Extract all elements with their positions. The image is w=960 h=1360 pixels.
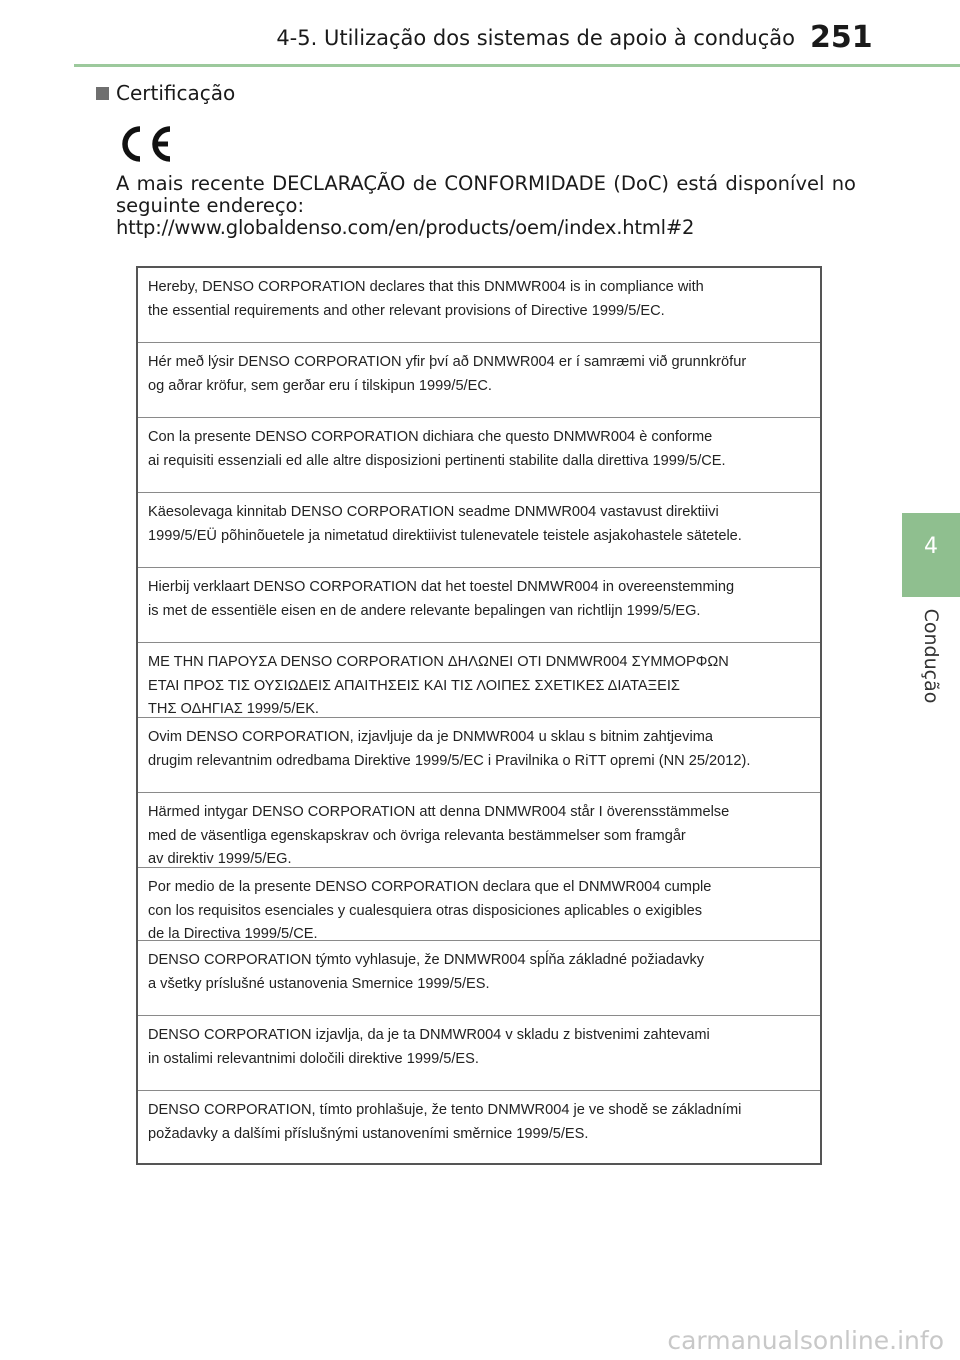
- declaration-line: a všetky príslušné ustanovenia Smernice 1999/5/ES.: [148, 975, 490, 992]
- chapter-number: 4: [924, 534, 938, 559]
- declaration-row: [138, 643, 820, 718]
- declaration-line: og aðrar kröfur, sem gerðar eru í tilskipun 1999/5/EC.: [148, 377, 492, 394]
- section-heading-text: Certificação: [116, 81, 236, 105]
- intro-line: A mais recente DECLARAÇÃO de CONFORMIDADE (DoC) está disponível no: [116, 172, 856, 195]
- declaration-line: DENSO CORPORATION, tímto prohlašuje, že tento DNMWR004 je ve shodě se základními: [148, 1102, 742, 1118]
- header-divider: [74, 64, 960, 67]
- declaration-line: Con la presente DENSO CORPORATION dichiara che questo DNMWR004 è conforme: [148, 429, 713, 445]
- chapter-name: Condução: [920, 608, 942, 704]
- ce-mark-icon: [114, 124, 176, 164]
- watermark: carmanualsonline.info: [667, 1326, 944, 1355]
- declaration-line: Härmed intygar DENSO CORPORATION att denna DNMWR004 står I överensstämmelse: [148, 804, 730, 820]
- declaration-line: av direktiv 1999/5/EG.: [148, 851, 292, 867]
- intro-line: seguinte endereço:: [116, 194, 305, 217]
- page-number: 251: [810, 20, 873, 55]
- declaration-line: Hér með lýsir DENSO CORPORATION yfir því að DNMWR004 er í samræmi við grunnkröfur: [148, 354, 747, 370]
- declaration-line: Ovim DENSO CORPORATION, izjavljuje da je DNMWR004 u sklau s bitnim zahtjevima: [148, 729, 713, 745]
- declaration-row: [138, 1016, 820, 1091]
- declaration-row: [138, 941, 820, 1016]
- declaration-line: de la Directiva 1999/5/CE.: [148, 926, 318, 942]
- declaration-line: ΕΤΑΙ ΠΡΟΣ ΤΙΣ ΟΥΣΙΩΔΕΙΣ ΑΠΑΙΤΗΣΕΙΣ ΚΑΙ ΤΙΣ ΛΟΙΠΕΣ ΣΧΕΤΙΚΕΣ ΔΙΑΤΑΞΕΙΣ: [148, 677, 680, 694]
- declaration-line: DENSO CORPORATION izjavlja, da je ta DNMWR004 v skladu z bistvenimi zahtevami: [148, 1027, 710, 1043]
- declaration-row: [138, 568, 820, 643]
- declaration-line: Käesolevaga kinnitab DENSO CORPORATION seadme DNMWR004 vastavust direktiivi: [148, 504, 719, 520]
- declaration-row: [138, 418, 820, 493]
- declaration-line: med de väsentliga egenskapskrav och övriga relevanta bestämmelser som framgår: [148, 827, 686, 844]
- declaration-row: [138, 718, 820, 793]
- intro-paragraph: [116, 173, 856, 239]
- declaration-line: Hereby, DENSO CORPORATION declares that this DNMWR004 is in compliance with: [148, 279, 704, 295]
- declaration-line: ΤΗΣ ΟΔΗΓΙΑΣ 1999/5/ΕΚ.: [148, 701, 319, 717]
- declaration-row: [138, 868, 820, 941]
- declaration-line: is met de essentiële eisen en de andere relevante bepalingen van richtlijn 1999/5/EG.: [148, 602, 701, 619]
- declaration-row: [138, 1091, 820, 1163]
- declaration-row: [138, 343, 820, 418]
- declaration-row: [138, 793, 820, 868]
- declaration-line: ΜΕ ΤΗΝ ΠΑΡΟΥΣΑ DENSO CORPORATION ΔΗΛΩΝΕΙ ΟΤΙ DNMWR004 ΣΥΜΜΟΡΦΩΝ: [148, 654, 729, 670]
- declaration-line: drugim relevantnim odredbama Direktive 1999/5/EC i Pravilnika o RiTT opremi (NN 25/2012).: [148, 752, 751, 769]
- declaration-line: the essential requirements and other relevant provisions of Directive 1999/5/EC.: [148, 302, 665, 319]
- declaration-line: DENSO CORPORATION týmto vyhlasuje, že DNMWR004 spĺňa základné požiadavky: [148, 952, 705, 968]
- declaration-line: con los requisitos esenciales y cualesquiera otras disposiciones aplicables o exigibles: [148, 902, 703, 919]
- declaration-line: požadavky a dalšími příslušnými ustanoveními směrnice 1999/5/ES.: [148, 1125, 589, 1142]
- doc-url-link[interactable]: http://www.globaldenso.com/en/products/oem/index.html#2: [116, 216, 695, 239]
- header-title: 4-5. Utilização dos sistemas de apoio à condução: [276, 26, 795, 50]
- declaration-line: in ostalimi relevantnimi določili direktive 1999/5/ES.: [148, 1050, 479, 1067]
- declaration-row: [138, 268, 820, 343]
- declaration-line: 1999/5/EÜ põhinõuetele ja nimetatud direktiivist tulenevatele teistele asjakohastele sätetele.: [148, 527, 742, 544]
- square-bullet-icon: [96, 87, 109, 100]
- declaration-line: Por medio de la presente DENSO CORPORATION declara que el DNMWR004 cumple: [148, 879, 712, 895]
- declaration-line: Hierbij verklaart DENSO CORPORATION dat het toestel DNMWR004 in overeenstemming: [148, 579, 735, 595]
- section-heading: [96, 80, 235, 106]
- declaration-row: [138, 493, 820, 568]
- declaration-line: ai requisiti essenziali ed alle altre disposizioni pertinenti stabilite dalla direttiva 1999/5/CE.: [148, 452, 726, 469]
- declarations-table: [136, 266, 822, 1165]
